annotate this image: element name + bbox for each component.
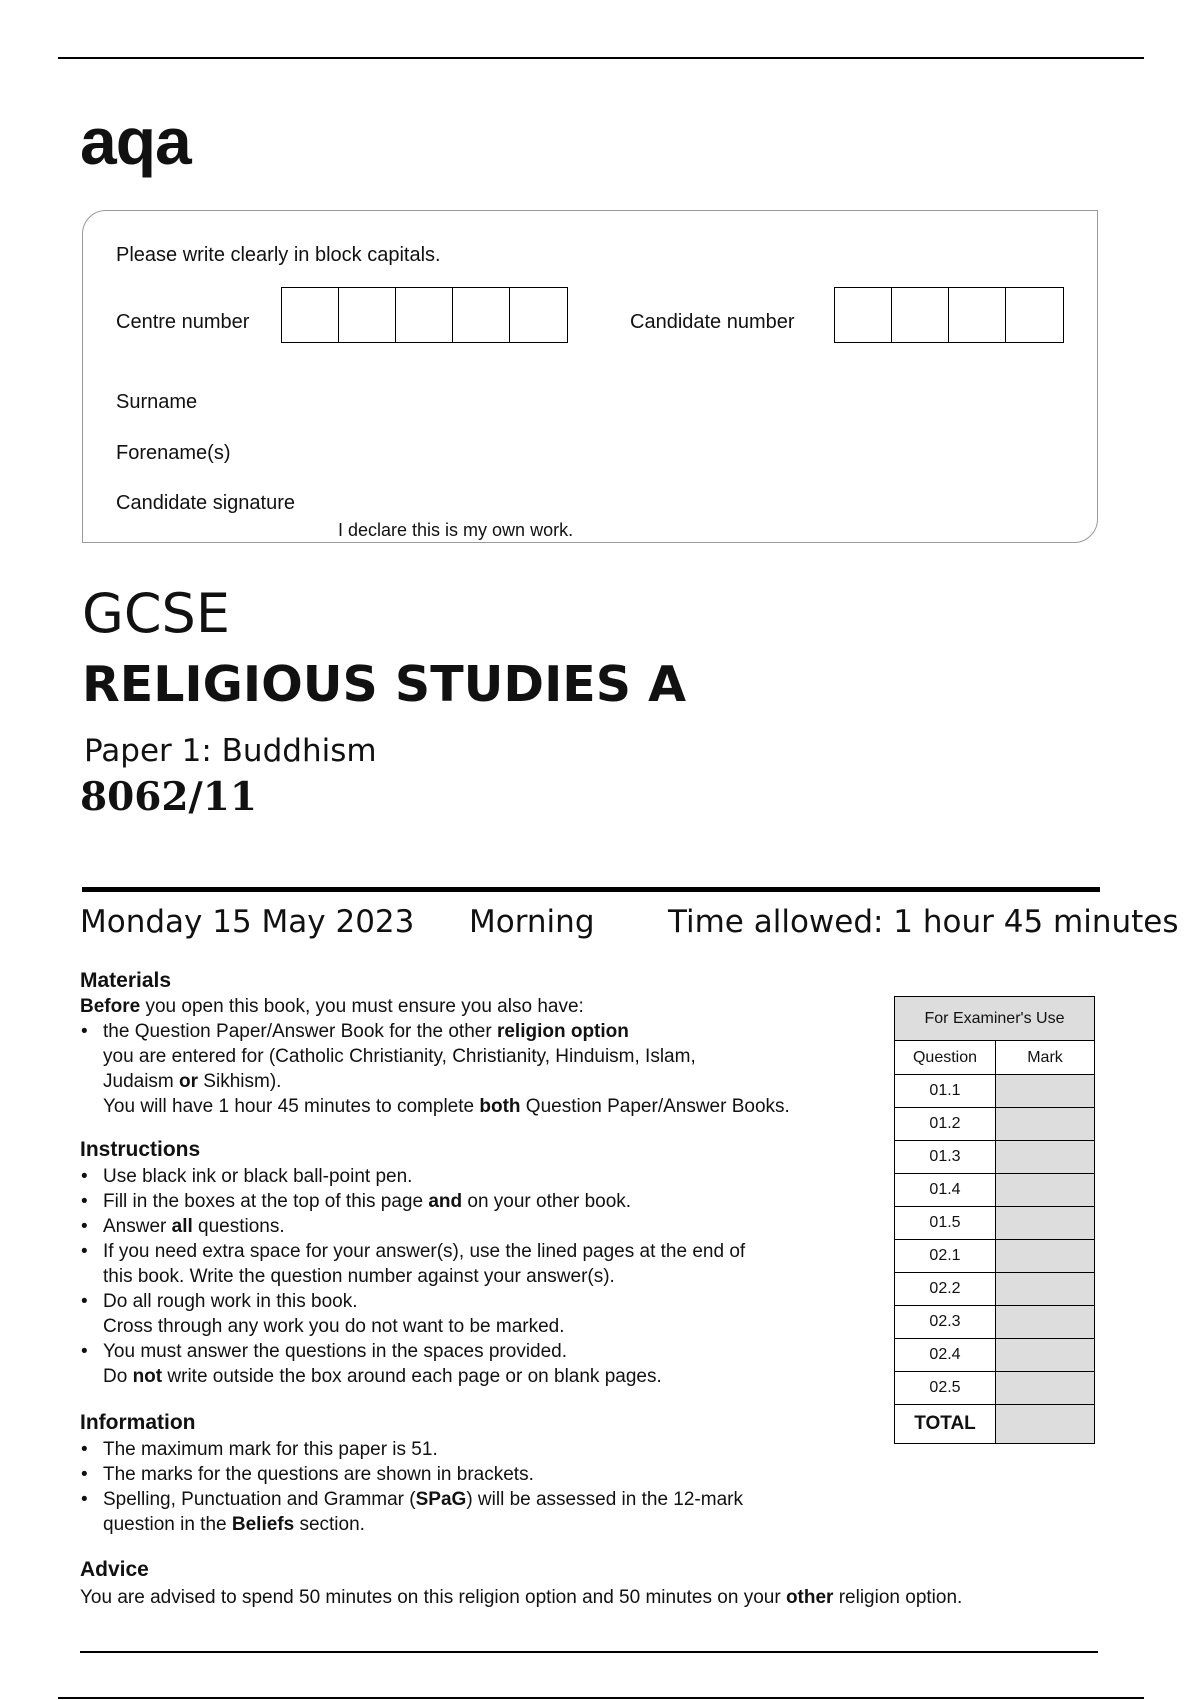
advice-text — [80, 1585, 1120, 1610]
candidate-number-digit[interactable] — [949, 288, 1006, 342]
question-number: 02.4 — [895, 1339, 996, 1372]
list-item — [80, 1462, 860, 1487]
examiner-use-table — [894, 996, 1095, 1444]
table-row — [895, 1075, 1095, 1108]
materials-intro-bold: Before — [80, 996, 141, 1017]
list-item-text: The maximum mark for this paper is 51. — [103, 1439, 438, 1460]
advice-text-part: You are advised to spend 50 minutes on this religion option and 50 minutes on your — [80, 1587, 786, 1608]
list-item-text: Use black ink or black ball-point pen. — [103, 1166, 413, 1187]
list-item-text: section. — [294, 1514, 365, 1535]
information-list — [80, 1437, 860, 1537]
candidate-number-digit[interactable] — [892, 288, 949, 342]
question-number: 01.1 — [895, 1075, 996, 1108]
mark-cell — [996, 1108, 1095, 1141]
list-item-text: Cross through any work you do not want to be marked. — [103, 1316, 565, 1337]
list-item-text: question in the — [103, 1514, 232, 1535]
mark-cell — [996, 1306, 1095, 1339]
mark-cell — [996, 1075, 1095, 1108]
title-rule — [82, 887, 1100, 892]
advice-text-bold: other — [785, 1587, 834, 1608]
list-item — [80, 1164, 860, 1189]
list-item-text: Question Paper/Answer Books. — [520, 1096, 790, 1117]
mark-cell — [996, 1273, 1095, 1306]
centre-number-boxes[interactable] — [281, 287, 568, 343]
list-item — [80, 1019, 880, 1119]
advice-heading: Advice — [80, 1558, 149, 1581]
exam-date: Monday 15 May 2023 — [80, 904, 415, 940]
table-row — [895, 1141, 1095, 1174]
subject-title: RELIGIOUS STUDIES A — [82, 656, 687, 713]
bottom-rule-outer — [58, 1697, 1144, 1699]
list-item-text: the Question Paper/Answer Book for the other — [103, 1021, 497, 1042]
table-row — [895, 1306, 1095, 1339]
list-item-text: write outside the box around each page or on blank pages. — [162, 1366, 662, 1387]
table-row — [895, 1273, 1095, 1306]
list-item-text: Sikhism). — [198, 1071, 282, 1092]
top-rule — [58, 57, 1144, 59]
list-item — [80, 1487, 860, 1537]
aqa-logo: aqa — [80, 104, 191, 178]
list-item-text: Fill in the boxes at the top of this page — [103, 1191, 429, 1212]
table-row — [895, 1207, 1095, 1240]
examiner-table-header — [895, 997, 1095, 1041]
mark-cell — [996, 1339, 1095, 1372]
candidate-number-digit[interactable] — [1006, 288, 1063, 342]
list-item-bold: religion option — [496, 1021, 629, 1042]
list-item-text: you are entered for (Catholic Christianity, Christianity, Hinduism, Islam, — [103, 1046, 696, 1067]
bottom-rule-inner — [80, 1651, 1098, 1653]
list-item — [80, 1239, 860, 1289]
paper-title: Paper 1: Buddhism — [84, 733, 377, 769]
list-item-bold: Beliefs — [231, 1514, 295, 1535]
candidate-signature-label: Candidate signature — [116, 492, 296, 514]
question-number: 02.2 — [895, 1273, 996, 1306]
surname-label: Surname — [116, 391, 198, 413]
block-capitals-instruction: Please write clearly in block capitals. — [116, 244, 441, 266]
table-row — [895, 1339, 1095, 1372]
mark-cell — [996, 1174, 1095, 1207]
list-item-bold: both — [479, 1096, 521, 1117]
centre-number-digit[interactable] — [339, 288, 396, 342]
list-item-text: Answer — [103, 1216, 172, 1237]
qualification-level: GCSE — [82, 582, 230, 645]
centre-number-digit[interactable] — [453, 288, 510, 342]
materials-heading: Materials — [80, 969, 172, 992]
list-item-bold: or — [179, 1071, 199, 1092]
table-row — [895, 1108, 1095, 1141]
question-number: 02.3 — [895, 1306, 996, 1339]
mark-cell — [996, 1372, 1095, 1405]
examiner-table-title: For Examiner's Use — [895, 997, 1095, 1041]
paper-code: 8062/11 — [80, 774, 258, 820]
list-item — [80, 1339, 860, 1389]
candidate-number-boxes[interactable] — [834, 287, 1064, 343]
question-number: 01.3 — [895, 1141, 996, 1174]
list-item-bold: and — [428, 1191, 463, 1212]
candidate-number-digit[interactable] — [835, 288, 892, 342]
question-column-header: Question — [895, 1041, 996, 1075]
total-mark-cell — [996, 1405, 1095, 1444]
centre-number-digit[interactable] — [282, 288, 339, 342]
list-item-text: • Do all rough work in this book. — [103, 1291, 358, 1312]
list-item-bold: all — [171, 1216, 193, 1237]
mark-cell — [996, 1240, 1095, 1273]
exam-session: Morning — [469, 904, 595, 940]
instructions-heading: Instructions — [80, 1138, 201, 1161]
list-item — [80, 1289, 860, 1339]
advice-text-part: religion option. — [833, 1587, 963, 1608]
materials-intro — [80, 994, 584, 1019]
mark-cell — [996, 1141, 1095, 1174]
instructions-list — [80, 1164, 860, 1389]
question-number: 02.5 — [895, 1372, 996, 1405]
table-row — [895, 1174, 1095, 1207]
list-item-line — [103, 1364, 860, 1389]
list-item-bold: not — [132, 1366, 163, 1387]
list-item-text: this book. Write the question number against your answer(s). — [103, 1266, 615, 1287]
table-row — [895, 1372, 1095, 1405]
list-item-text: Do — [103, 1366, 133, 1387]
list-item — [80, 1189, 860, 1214]
centre-number-label: Centre number — [116, 311, 250, 333]
materials-intro-rest: you open this book, you must ensure you also have: — [140, 996, 584, 1017]
list-item-text: • You must answer the questions in the spaces provided. — [103, 1341, 568, 1362]
list-item-line — [103, 1487, 860, 1512]
list-item-text: Judaism — [103, 1071, 180, 1092]
list-item-text: The marks for the questions are shown in brackets. — [103, 1464, 534, 1485]
list-item-text: on your other book. — [462, 1191, 632, 1212]
time-allowed: Time allowed: 1 hour 45 minutes — [668, 904, 1179, 940]
list-item-line — [103, 1512, 860, 1537]
list-item-line — [103, 1094, 880, 1119]
centre-number-digit[interactable] — [396, 288, 453, 342]
information-heading: Information — [80, 1411, 196, 1434]
declaration-text: I declare this is my own work. — [338, 520, 574, 540]
list-item-text: ) will be assessed in the 12-mark — [466, 1489, 743, 1510]
examiner-table-columns — [895, 1041, 1095, 1075]
centre-number-digit[interactable] — [510, 288, 567, 342]
list-item-text: • If you need extra space for your answer(s), use the lined pages at the end of — [103, 1241, 746, 1262]
question-number: 01.4 — [895, 1174, 996, 1207]
question-number: 01.5 — [895, 1207, 996, 1240]
forenames-label: Forename(s) — [116, 442, 231, 464]
list-item-text: Spelling, Punctuation and Grammar ( — [103, 1489, 416, 1510]
total-row — [895, 1405, 1095, 1444]
materials-list — [80, 1019, 880, 1119]
question-number: 01.2 — [895, 1108, 996, 1141]
mark-column-header: Mark — [996, 1041, 1095, 1075]
list-item-bold: SPaG — [415, 1489, 467, 1510]
mark-cell — [996, 1207, 1095, 1240]
candidate-number-label: Candidate number — [630, 311, 795, 333]
question-number: 02.1 — [895, 1240, 996, 1273]
list-item-text: questions. — [192, 1216, 285, 1237]
list-item-line — [103, 1069, 880, 1094]
total-label: TOTAL — [895, 1405, 996, 1444]
table-row — [895, 1240, 1095, 1273]
list-item — [80, 1437, 860, 1462]
list-item-text: You will have 1 hour 45 minutes to complete — [103, 1096, 480, 1117]
list-item — [80, 1214, 860, 1239]
